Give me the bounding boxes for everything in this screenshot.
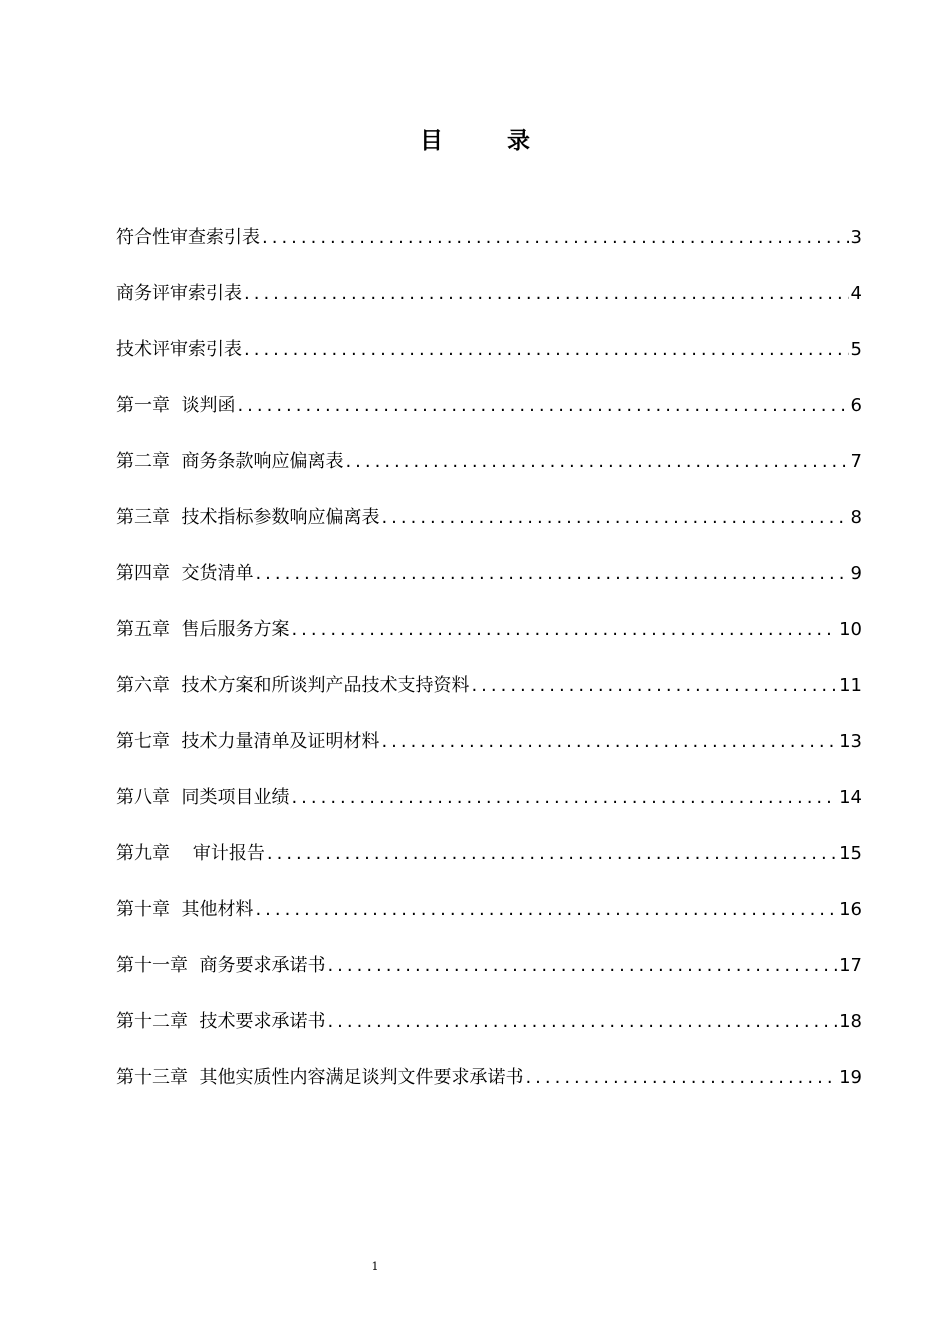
table-of-contents <box>116 222 862 1118</box>
toc-leader-dots <box>255 894 837 926</box>
toc-entry[interactable] <box>116 1062 862 1118</box>
toc-leader-dots <box>471 670 837 702</box>
toc-entry-page: 10 <box>839 619 862 640</box>
toc-entry-label: 第十一章 商务要求承诺书 <box>116 955 326 976</box>
toc-leader-dots <box>327 950 837 982</box>
toc-leader-dots <box>381 502 848 534</box>
toc-entry[interactable] <box>116 1006 862 1062</box>
toc-entry-page: 6 <box>850 395 862 416</box>
toc-leader-dots <box>525 1062 837 1094</box>
toc-entry-label: 第十章 其他材料 <box>116 899 254 920</box>
toc-entry-page: 15 <box>839 843 862 864</box>
toc-entry-label: 第五章 售后服务方案 <box>116 619 290 640</box>
toc-leader-dots <box>237 390 848 422</box>
toc-leader-dots <box>345 446 848 478</box>
toc-entry-label: 第十三章 其他实质性内容满足谈判文件要求承诺书 <box>116 1067 524 1088</box>
toc-entry[interactable] <box>116 334 862 390</box>
toc-entry[interactable] <box>116 950 862 1006</box>
toc-entry-page: 18 <box>839 1011 862 1032</box>
toc-entry[interactable] <box>116 278 862 334</box>
toc-leader-dots <box>291 782 837 814</box>
toc-entry-label: 第四章 交货清单 <box>116 563 254 584</box>
toc-entry[interactable] <box>116 726 862 782</box>
toc-leader-dots <box>255 558 848 590</box>
footer-page-number: 1 <box>371 1260 379 1273</box>
toc-entry-page: 14 <box>839 787 862 808</box>
toc-entry[interactable] <box>116 502 862 558</box>
toc-entry-page: 8 <box>850 507 862 528</box>
toc-leader-dots <box>291 614 837 646</box>
toc-entry-label: 第十二章 技术要求承诺书 <box>116 1011 326 1032</box>
toc-entry[interactable] <box>116 390 862 446</box>
toc-entry-page: 19 <box>839 1067 862 1088</box>
toc-entry-label: 第六章 技术方案和所谈判产品技术支持资料 <box>116 675 470 696</box>
toc-entry-label: 第三章 技术指标参数响应偏离表 <box>116 507 380 528</box>
toc-entry[interactable] <box>116 894 862 950</box>
toc-entry-page: 13 <box>839 731 862 752</box>
toc-entry-label: 第八章 同类项目业绩 <box>116 787 290 808</box>
toc-entry-page: 11 <box>839 675 862 696</box>
toc-leader-dots <box>244 278 849 310</box>
toc-leader-dots <box>381 726 837 758</box>
toc-entry-page: 16 <box>839 899 862 920</box>
toc-entry[interactable] <box>116 446 862 502</box>
toc-entry-label: 第七章 技术力量清单及证明材料 <box>116 731 380 752</box>
toc-entry-page: 7 <box>850 451 862 472</box>
toc-entry[interactable] <box>116 222 862 278</box>
toc-entry-page: 3 <box>850 227 862 248</box>
toc-entry[interactable] <box>116 782 862 838</box>
toc-entry-label: 技术评审索引表 <box>116 339 242 360</box>
toc-leader-dots <box>327 1006 837 1038</box>
toc-entry-page: 4 <box>850 283 862 304</box>
toc-leader-dots <box>267 838 837 870</box>
toc-entry-page: 9 <box>850 563 862 584</box>
toc-entry[interactable] <box>116 558 862 614</box>
toc-entry[interactable] <box>116 614 862 670</box>
toc-entry-page: 5 <box>850 339 862 360</box>
toc-entry-label: 第一章 谈判函 <box>116 395 236 416</box>
toc-entry-page: 17 <box>839 955 862 976</box>
toc-leader-dots <box>244 334 849 366</box>
page-title: 目 录 <box>419 128 558 154</box>
toc-entry-label: 符合性审查索引表 <box>116 227 260 248</box>
toc-entry[interactable] <box>116 838 862 894</box>
toc-entry-label: 商务评审索引表 <box>116 283 242 304</box>
toc-entry[interactable] <box>116 670 862 726</box>
toc-leader-dots <box>262 222 849 254</box>
toc-entry-label: 第九章 审计报告 <box>116 843 265 864</box>
toc-entry-label: 第二章 商务条款响应偏离表 <box>116 451 344 472</box>
